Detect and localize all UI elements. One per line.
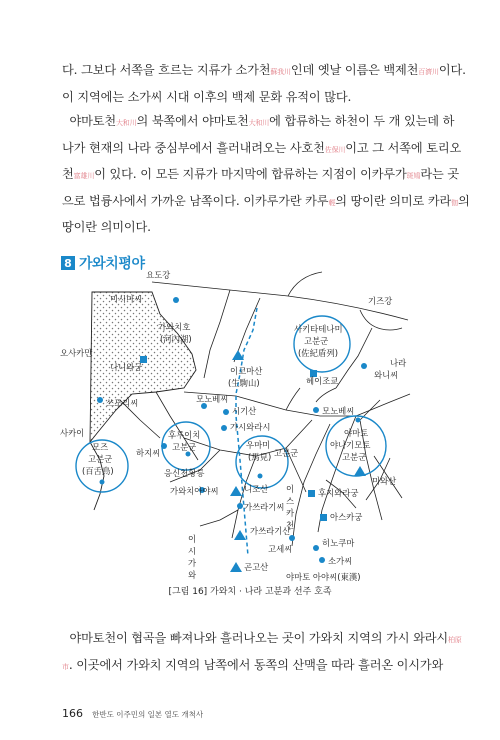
label-umami-hanja: (馬見) — [248, 452, 272, 462]
ridge-line — [236, 308, 257, 556]
label-mishima: 미시마씨 — [110, 294, 143, 304]
label-ishikawa-3: 가 — [188, 558, 197, 568]
label-yanagimoto: 야나기모토 — [330, 440, 371, 450]
text-line: 나가 현재의 나라 중심부에서 흘러내려오는 사호천佐保川이고 그 서쪽에 토리오 — [62, 140, 462, 155]
yanagimoto-inner-marker — [356, 418, 361, 423]
label-ikoma-hanja: (生駒山) — [228, 378, 260, 388]
label-fujiwara: 후지와라궁 — [318, 488, 359, 498]
text-line: 땅이란 의미이다. — [62, 220, 151, 234]
bottom-paragraph — [62, 626, 462, 679]
label-ishikawa-4: 와 — [188, 570, 197, 580]
label-kizu: 기즈강 — [368, 296, 393, 306]
label-sakitatenami-kofun: 고분군 — [304, 336, 329, 346]
text-line: 다. 그보다 서쪽을 흐르는 지류가 소가천蘇我川인데 옛날 이름은 백제천百濟川이다. — [62, 63, 466, 77]
label-ishikawa-east-1: 이 — [286, 484, 295, 494]
label-nijo: 니조산 — [244, 484, 269, 494]
tsumori-marker — [97, 397, 103, 403]
label-tsumori: 쓰모리씨 — [106, 398, 139, 408]
fujiwara-palace-marker — [308, 490, 315, 497]
miwa-mountain-marker — [354, 466, 366, 476]
label-yodo: 요도강 — [146, 270, 171, 280]
label-furuichi-kofun: 고분군 — [172, 442, 197, 452]
label-ikoma: 이코마산 — [230, 366, 263, 376]
label-yanagimoto-kofun: 고분군 — [342, 452, 367, 462]
text-line: 으로 법륭사에서 가까운 남쪽이다. 이카루가란 카루輕의 땅이란 의미로 카라伽의 — [62, 193, 470, 208]
label-mozu-hanja: (百舌鳥) — [82, 466, 114, 476]
text-line: 야마토천大和川의 북쪽에서 야마토천大和川에 합류하는 하천이 두 개 있는데 하 — [69, 114, 455, 128]
label-ishikawa-2: 시 — [188, 546, 197, 556]
label-kawachi-aya: 가와치아야씨 — [170, 486, 219, 496]
label-mozu-kofun: 고분군 — [88, 454, 113, 464]
label-monobe: 모노베씨 — [196, 394, 229, 404]
label-nara: 나라 — [390, 358, 407, 368]
kazuraki-mountain-marker — [234, 530, 246, 540]
label-shigisan: 시기산 — [232, 406, 257, 416]
hinokuma-marker — [313, 545, 319, 551]
label-mozu: 모즈 — [92, 442, 109, 452]
label-ojin: 응신천황릉 — [164, 468, 205, 478]
label-osakaman: 오사카만 — [60, 348, 93, 358]
figure-caption: [그림 16] 가와치 · 나라 고분과 선주 호족 — [168, 587, 332, 597]
umami-inner-marker — [258, 474, 263, 479]
nijo-mountain-marker — [230, 486, 242, 496]
kazuraki-clan-marker — [237, 503, 243, 509]
mishima-marker — [173, 297, 179, 303]
page-footer — [62, 702, 203, 721]
label-naniwa: 나니와궁 — [110, 362, 143, 372]
text-line: 이 지역에는 소가씨 시대 이후의 백제 문화 유적이 많다. — [62, 89, 352, 104]
label-sakitatenami: 사키타테나미 — [294, 324, 343, 334]
soga-marker — [319, 557, 325, 563]
shigisan-marker — [223, 409, 229, 415]
section-title: 가와치평야 — [79, 256, 145, 272]
label-kawachi-lake-hanja: (河內湖) — [160, 334, 192, 344]
label-kazuraki-clan: 가쓰라기씨 — [244, 502, 285, 512]
label-ishikawa-east-4: 천 — [286, 520, 295, 530]
label-ishikawa-east-2: 스 — [286, 496, 295, 506]
text-line: 야마토천이 협곡을 빠져나와 흘러나오는 곳이 가와치 지역의 가시 와라시柏原 — [69, 631, 462, 645]
mozu-inner-marker — [100, 480, 105, 485]
kongo-mountain-marker — [230, 562, 242, 572]
label-sakai: 사카이 — [60, 428, 85, 438]
label-heijo: 헤이조쿄 — [306, 376, 339, 386]
label-soga: 소가씨 — [328, 556, 353, 566]
section-number: 8 — [61, 256, 75, 270]
monobe-east-marker — [313, 407, 319, 413]
label-monobe-east: 모노베씨 — [322, 406, 355, 416]
kashiwara-marker — [221, 425, 227, 431]
asuka-palace-marker — [320, 514, 327, 521]
label-ishikawa-1: 이 — [188, 534, 197, 544]
label-ishikawa-east-3: 카 — [286, 508, 295, 518]
label-yamato: 야마토 — [344, 428, 369, 438]
label-kazuraki-mountain: 가쓰라기산 — [250, 526, 291, 536]
label-umami: 우마미 — [246, 440, 271, 450]
osaka-bay-area — [90, 292, 196, 442]
text-line: 市. 이곳에서 가와치 지역의 남쪽에서 동쪽의 산맥을 따라 흘러온 이시가와 — [62, 657, 444, 672]
furuichi-inner-marker — [186, 452, 191, 457]
label-haji: 하지씨 — [136, 448, 161, 458]
label-hinokuma: 히노쿠마 — [322, 538, 355, 548]
label-wani: 와니씨 — [374, 370, 399, 380]
label-umami-kofun: 고분군 — [274, 448, 299, 458]
label-furuichi: 후루이치 — [168, 430, 201, 440]
label-yamato-aya: 야마토 아야씨(東漢) — [286, 572, 361, 582]
kawachi-map — [60, 270, 440, 582]
coastline — [90, 442, 104, 510]
label-kongo: 곤고산 — [244, 562, 269, 572]
ikoma-mountain-marker — [232, 350, 244, 360]
page-number: 166 — [62, 707, 83, 720]
label-kose: 고세씨 — [268, 544, 293, 554]
book-title: 한반도 이주민의 일본 열도 개척사 — [92, 710, 204, 719]
label-miwa: 미와산 — [372, 476, 397, 486]
wani-marker — [361, 363, 367, 369]
haji-marker — [161, 443, 167, 449]
label-sakitatenami-hanja: (佐紀盾列) — [298, 348, 339, 358]
label-kawachi-lake: 가와치호 — [158, 322, 191, 332]
top-paragraph — [62, 58, 470, 240]
label-kashiwara: 가시와라시 — [230, 422, 271, 432]
label-asuka: 아스카궁 — [330, 512, 363, 522]
text-line: 천富雄川이 있다. 이 모든 지류가 마지막에 합류하는 지점이 이카루가斑鳩라는 곳 — [62, 167, 459, 181]
